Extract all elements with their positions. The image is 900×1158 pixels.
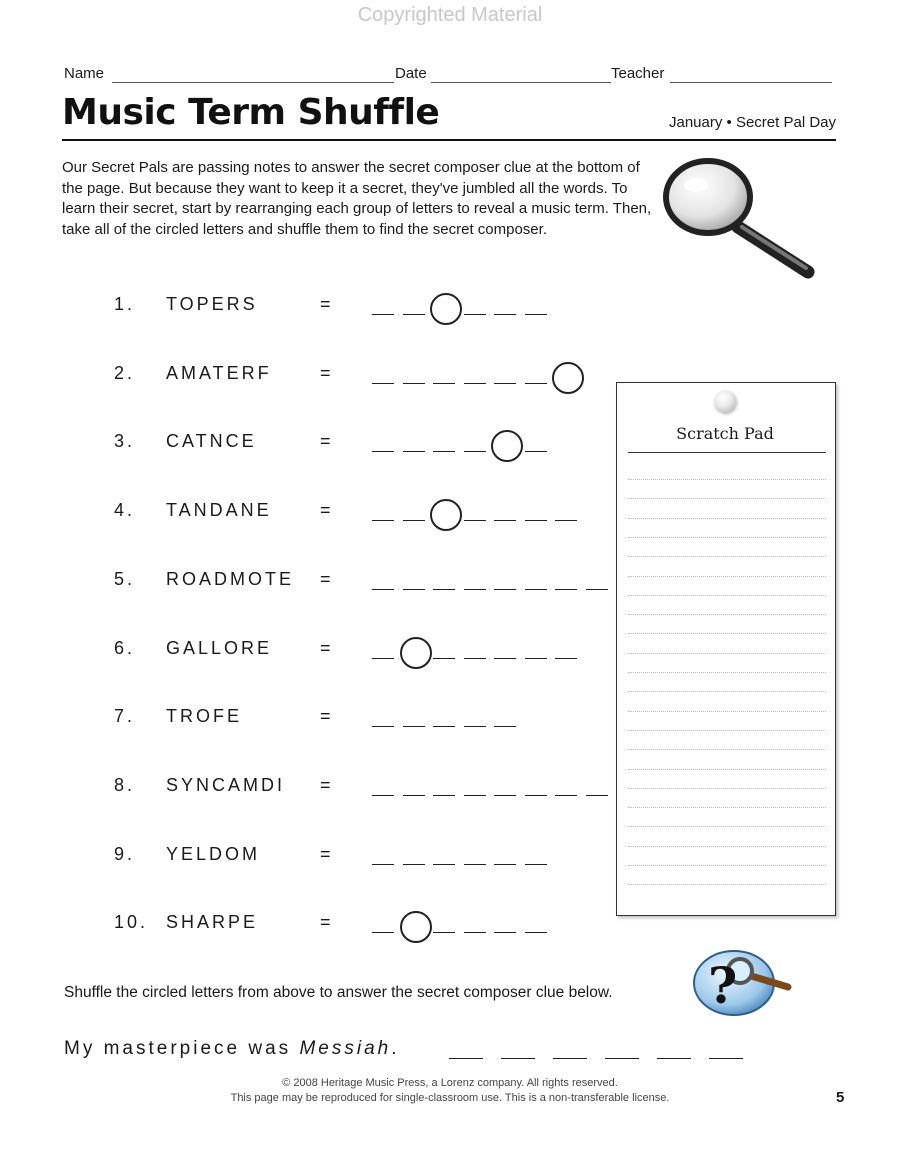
equals-sign: = — [320, 568, 331, 589]
circled-letter-blank[interactable] — [491, 430, 523, 462]
letter-blank[interactable] — [494, 589, 516, 590]
magnifying-glass-icon — [660, 155, 820, 285]
composer-letter-blank[interactable] — [605, 1058, 639, 1059]
equals-sign: = — [320, 294, 331, 314]
letter-blank[interactable] — [433, 383, 455, 384]
letter-blank[interactable] — [403, 795, 425, 796]
letter-blank[interactable] — [525, 658, 547, 659]
scrambled-word: AMATERF — [166, 362, 272, 383]
letter-blank[interactable] — [372, 726, 394, 727]
puzzle-number: 8. — [114, 774, 136, 795]
letter-blank[interactable] — [464, 451, 486, 452]
scratch-pad-title: Scratch Pad — [676, 424, 774, 443]
letter-blank[interactable] — [525, 589, 547, 590]
instruction-text: Shuffle the circled letters from above to answer the secret composer clue below. — [64, 984, 613, 1001]
letter-blank[interactable] — [494, 864, 516, 865]
letter-blank[interactable] — [494, 658, 516, 659]
puzzle-number: 5. — [114, 568, 136, 589]
puzzle-row — [0, 353, 620, 393]
equals-sign: = — [320, 706, 331, 727]
letter-blank[interactable] — [494, 520, 516, 521]
letter-blank[interactable] — [372, 383, 394, 384]
letter-blank[interactable] — [403, 520, 425, 521]
scratch-pad-line — [628, 749, 826, 750]
letter-blank[interactable] — [433, 658, 455, 659]
letter-blank[interactable] — [555, 589, 577, 590]
equals-sign: = — [320, 500, 331, 521]
equals-sign: = — [320, 774, 331, 795]
letter-blank[interactable] — [464, 589, 486, 590]
letter-blank[interactable] — [464, 383, 486, 384]
pushpin-icon — [714, 390, 736, 412]
scratch-pad-title-rule — [628, 452, 826, 453]
composer-letter-blank[interactable] — [501, 1058, 535, 1059]
scratch-pad-line — [628, 826, 826, 827]
scratch-pad-line — [628, 518, 826, 519]
letter-blank[interactable] — [586, 589, 608, 590]
letter-blank[interactable] — [494, 314, 516, 315]
puzzle-row — [0, 834, 620, 874]
letter-blank[interactable] — [372, 589, 394, 590]
scrambled-word: TANDANE — [166, 500, 272, 521]
letter-blank[interactable] — [525, 864, 547, 865]
scrambled-word: TOPERS — [166, 294, 258, 314]
letter-blank[interactable] — [525, 932, 547, 933]
question-magnifier-icon — [690, 945, 800, 1020]
scratch-pad-line — [628, 479, 826, 480]
teacher-label: Teacher — [611, 65, 665, 82]
letter-blank[interactable] — [525, 520, 547, 521]
scrambled-word: GALLORE — [166, 637, 273, 658]
letter-blank[interactable] — [494, 726, 516, 727]
equals-sign: = — [320, 637, 331, 658]
title-rule — [62, 139, 836, 141]
letter-blank[interactable] — [403, 589, 425, 590]
scratch-pad-line — [628, 633, 826, 634]
puzzle-number: 9. — [114, 843, 136, 864]
letter-blank[interactable] — [403, 726, 425, 727]
scratch-pad[interactable] — [616, 382, 836, 916]
letter-blank[interactable] — [525, 383, 547, 384]
scratch-pad-line — [628, 788, 826, 789]
letter-blank[interactable] — [403, 451, 425, 452]
puzzle-number: 1. — [114, 294, 136, 314]
scratch-pad-line — [628, 672, 826, 673]
letter-blank[interactable] — [403, 314, 425, 315]
name-line[interactable] — [112, 82, 394, 83]
letter-blank[interactable] — [433, 589, 455, 590]
letter-blank[interactable] — [372, 932, 394, 933]
scrambled-word: ROADMOTE — [166, 568, 295, 589]
composer-letter-blank[interactable] — [449, 1058, 483, 1059]
circled-letter-blank[interactable] — [430, 499, 462, 531]
letter-blank[interactable] — [464, 726, 486, 727]
equals-sign: = — [320, 843, 331, 864]
circled-letter-blank[interactable] — [430, 293, 462, 325]
composer-letter-blank[interactable] — [553, 1058, 587, 1059]
scrambled-word: YELDOM — [166, 843, 261, 864]
letter-blank[interactable] — [494, 383, 516, 384]
letter-blank[interactable] — [464, 658, 486, 659]
letter-blank[interactable] — [372, 658, 394, 659]
clue-period: . — [391, 1038, 400, 1059]
puzzle-number: 2. — [114, 362, 136, 383]
puzzle-row — [0, 284, 620, 324]
letter-blank[interactable] — [525, 451, 547, 452]
page-number: 5 — [836, 1089, 845, 1106]
teacher-line[interactable] — [670, 82, 832, 83]
scratch-pad-line — [628, 691, 826, 692]
letter-blank[interactable] — [403, 383, 425, 384]
svg-text:?: ? — [708, 956, 738, 1015]
date-line[interactable] — [431, 82, 611, 83]
watermark: Copyrighted Material — [357, 4, 543, 26]
letter-blank[interactable] — [464, 864, 486, 865]
intro-paragraph: Our Secret Pals are passing notes to answer the secret composer clue at the bottom of the page. But because they want to keep it a secret, they've jumbled all the words. To learn their secret, start by rearranging each group of letters to reveal a music term. Then, take all of the circled letters and shuffle them to find the secret composer. — [62, 159, 652, 238]
letter-blank[interactable] — [372, 864, 394, 865]
circled-letter-blank[interactable] — [552, 362, 584, 394]
scrambled-word: CATNCE — [166, 431, 257, 452]
letter-blank[interactable] — [433, 864, 455, 865]
scratch-pad-line — [628, 556, 826, 557]
page-title: Music Term Shuffle — [62, 92, 440, 133]
equals-sign: = — [320, 912, 331, 933]
letter-blank[interactable] — [555, 795, 577, 796]
letter-blank[interactable] — [464, 932, 486, 933]
letter-blank[interactable] — [433, 932, 455, 933]
letter-blank[interactable] — [586, 795, 608, 796]
letter-blank[interactable] — [433, 726, 455, 727]
composer-letter-blank[interactable] — [709, 1058, 743, 1059]
scrambled-word: SHARPE — [166, 912, 259, 933]
footer-license: This page may be reproduced for single-classroom use. This is a non-transferable license. — [230, 1092, 670, 1104]
letter-blank[interactable] — [494, 795, 516, 796]
scratch-pad-line — [628, 595, 826, 596]
equals-sign: = — [320, 431, 331, 452]
letter-blank[interactable] — [464, 314, 486, 315]
puzzle-row — [0, 421, 620, 461]
scratch-pad-line — [628, 769, 826, 770]
scratch-pad-line — [628, 846, 826, 847]
circled-letter-blank[interactable] — [400, 911, 432, 943]
scratch-pad-line — [628, 576, 826, 577]
clue-emphasis: Messiah — [299, 1038, 392, 1059]
date-label: Date — [395, 65, 427, 82]
scratch-pad-line — [628, 865, 826, 866]
scrambled-word: TROFE — [166, 706, 242, 727]
puzzle-number: 10. — [114, 912, 149, 933]
letter-blank[interactable] — [464, 520, 486, 521]
scratch-pad-line — [628, 711, 826, 712]
clue-text: My masterpiece was — [64, 1038, 292, 1059]
letter-blank[interactable] — [525, 314, 547, 315]
letter-blank[interactable] — [464, 795, 486, 796]
letter-blank[interactable] — [372, 795, 394, 796]
page-subtitle: January • Secret Pal Day — [669, 114, 836, 131]
scratch-pad-line — [628, 653, 826, 654]
circled-letter-blank[interactable] — [400, 637, 432, 669]
puzzle-row — [0, 765, 620, 805]
equals-sign: = — [320, 362, 331, 383]
scratch-pad-line — [628, 807, 826, 808]
letter-blank[interactable] — [433, 795, 455, 796]
scrambled-word: SYNCAMDI — [166, 774, 286, 795]
letter-blank[interactable] — [433, 451, 455, 452]
puzzle-number: 3. — [114, 431, 136, 452]
letter-blank[interactable] — [525, 795, 547, 796]
scratch-pad-line — [628, 884, 826, 885]
scratch-pad-line — [628, 730, 826, 731]
scratch-pad-line — [628, 498, 826, 499]
scratch-pad-line — [628, 614, 826, 615]
letter-blank[interactable] — [403, 864, 425, 865]
letter-blank[interactable] — [372, 314, 394, 315]
puzzle-number: 7. — [114, 706, 136, 727]
puzzle-row — [0, 490, 620, 530]
puzzle-number: 4. — [114, 500, 136, 521]
scratch-pad-line — [628, 537, 826, 538]
letter-blank[interactable] — [494, 932, 516, 933]
puzzle-row — [0, 628, 620, 668]
letter-blank[interactable] — [372, 520, 394, 521]
composer-letter-blank[interactable] — [657, 1058, 691, 1059]
puzzle-row — [0, 559, 620, 599]
letter-blank[interactable] — [555, 658, 577, 659]
letter-blank[interactable] — [555, 520, 577, 521]
name-label: Name — [64, 65, 105, 82]
puzzle-row — [0, 696, 620, 736]
footer-copyright: © 2008 Heritage Music Press, a Lorenz company. All rights reserved. — [282, 1077, 618, 1089]
puzzle-number: 6. — [114, 637, 136, 658]
puzzle-row — [0, 902, 620, 942]
composer-clue — [64, 1038, 399, 1060]
letter-blank[interactable] — [372, 451, 394, 452]
